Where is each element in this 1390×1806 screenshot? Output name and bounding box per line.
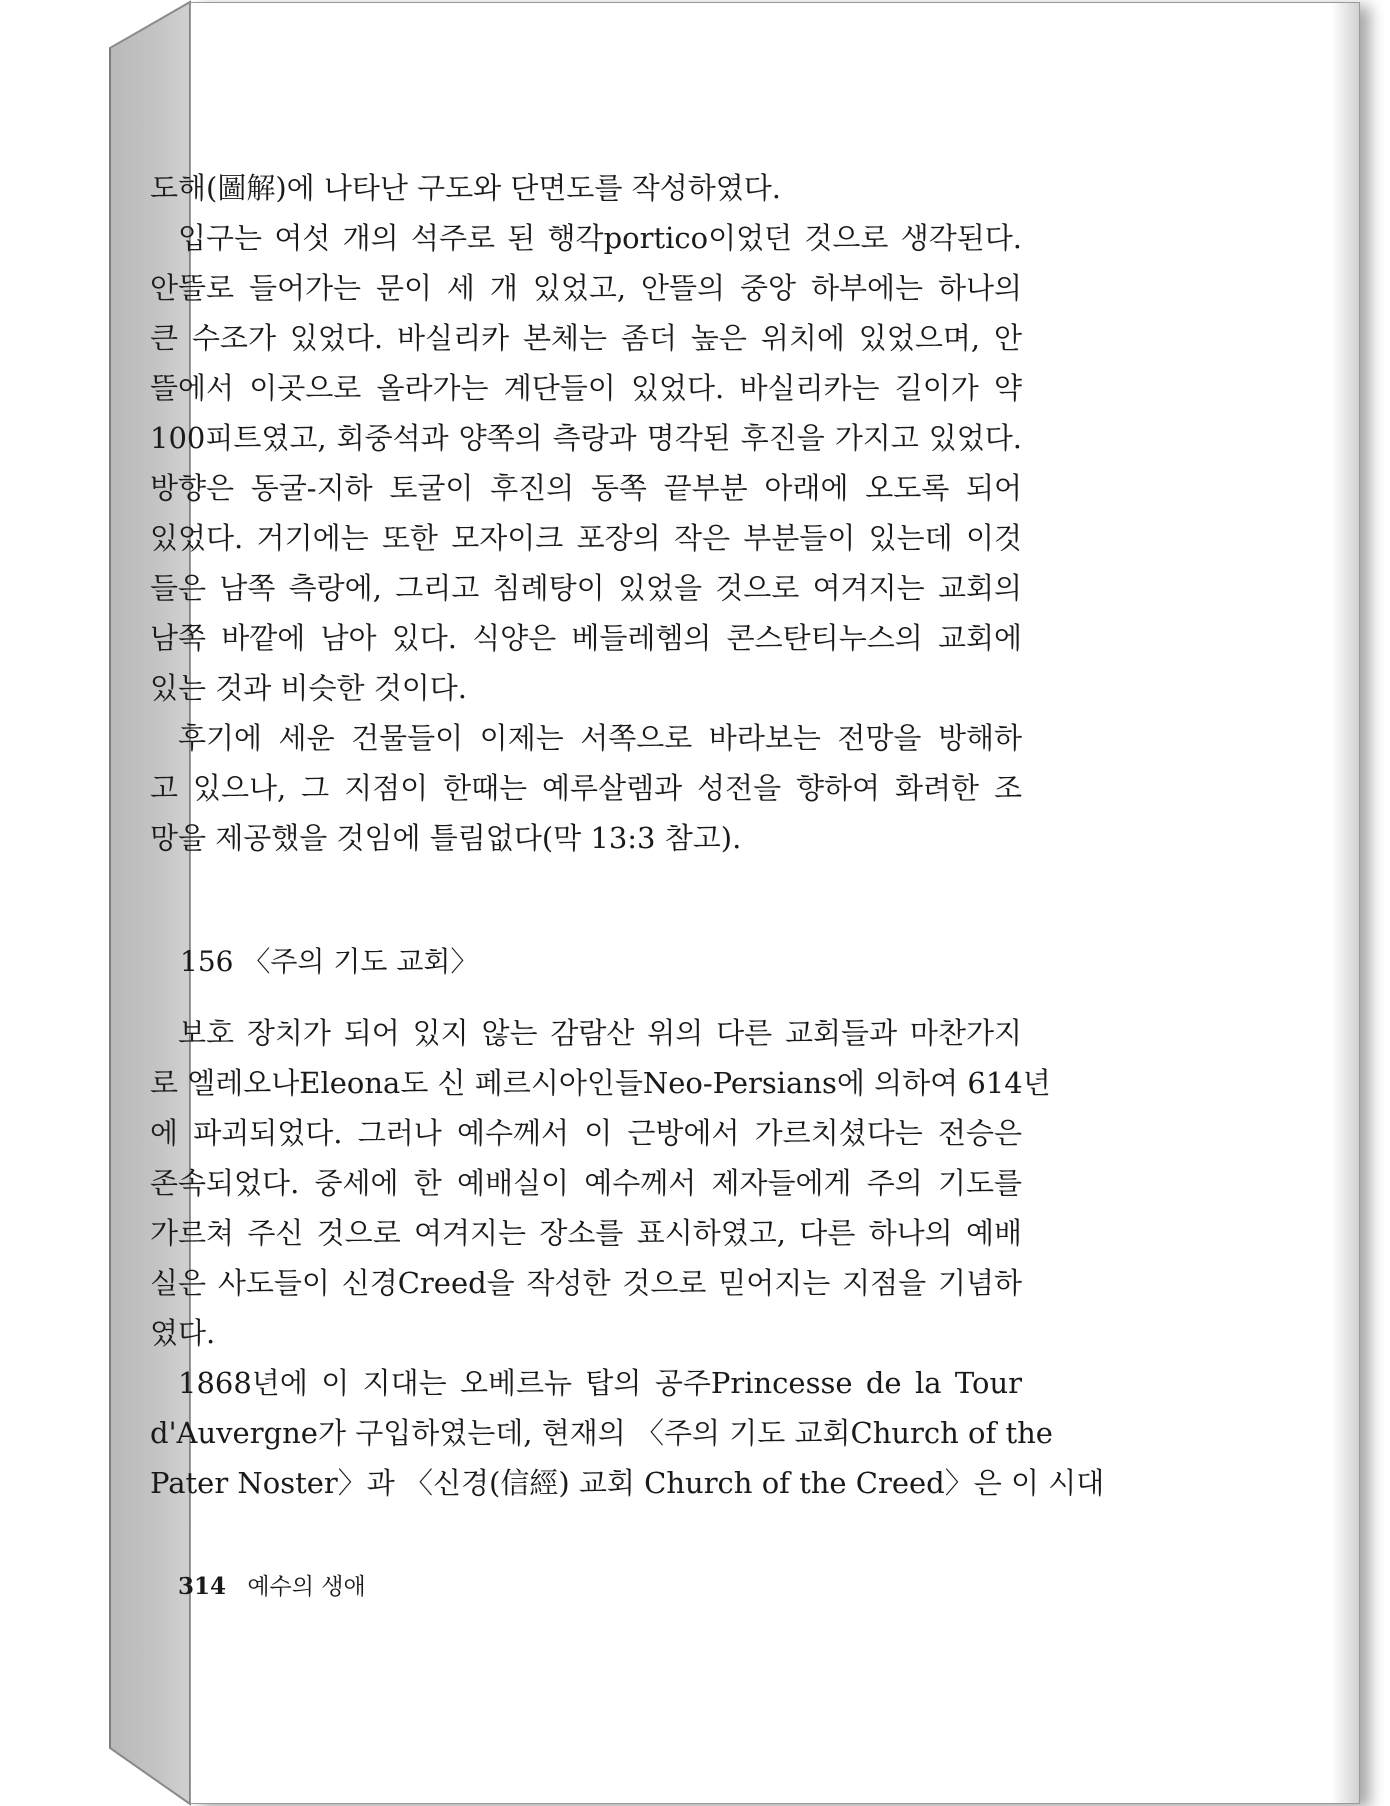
text-line: 망을 제공했을 것임에 틀림없다(막 13:3 참고).	[150, 821, 742, 855]
text-line: 후기에 세운 건물들이 이제는 서쪽으로 바라보는 전망을 방해하	[178, 721, 1022, 755]
text-line: 존속되었다. 중세에 한 예배실이 예수께서 제자들에게 주의 기도를	[150, 1166, 1022, 1200]
text-line: 가르쳐 주신 것으로 여겨지는 장소를 표시하였고, 다른 하나의 예배	[150, 1216, 1022, 1250]
page-footer	[178, 1568, 366, 1601]
paragraph-2	[150, 1008, 1105, 1508]
text-line: 보호 장치가 되어 있지 않는 감람산 위의 다른 교회들과 마찬가지	[178, 1016, 1022, 1050]
text-line: 안뜰로 들어가는 문이 세 개 있었고, 안뜰의 중앙 하부에는 하나의	[150, 271, 1022, 305]
text-line: 도해(圖解)에 나타난 구도와 단면도를 작성하였다.	[150, 171, 781, 205]
text-line: 로 엘레오나Eleona도 신 페르시아인들Neo-Persians에 의하여 614년	[150, 1066, 1051, 1100]
text-line: Pater Noster〉과 〈신경(信經) 교회 Church of the Creed〉은 이 시대	[150, 1466, 1105, 1500]
text-line: 방향은 동굴-지하 토굴이 후진의 동쪽 끝부분 아래에 오도록 되어	[150, 471, 1022, 505]
text-line: d'Auvergne가 구입하였는데, 현재의 〈주의 기도 교회Church of the	[150, 1416, 1053, 1450]
text-line: 큰 수조가 있었다. 바실리카 본체는 좀더 높은 위치에 있었으며, 안	[150, 321, 1022, 355]
page-edge-shadow	[1331, 3, 1359, 1803]
text-line: 100피트였고, 회중석과 양쪽의 측랑과 명각된 후진을 가지고 있었다.	[150, 421, 1022, 455]
text-line: 였다.	[150, 1316, 216, 1350]
text-line: 1868년에 이 지대는 오베르뉴 탑의 공주Princesse de la Tour	[178, 1366, 1022, 1400]
text-line: 입구는 여섯 개의 석주로 된 행각portico이었던 것으로 생각된다.	[178, 221, 1022, 255]
text-line: 실은 사도들이 신경Creed을 작성한 것으로 믿어지는 지점을 기념하	[150, 1266, 1022, 1300]
text-line: 고 있으나, 그 지점이 한때는 예루살렘과 성전을 향하여 화려한 조	[150, 771, 1022, 805]
text-line: 에 파괴되었다. 그러나 예수께서 이 근방에서 가르치셨다는 전승은	[150, 1116, 1022, 1150]
text-line: 뜰에서 이곳으로 올라가는 계단들이 있었다. 바실리카는 길이가 약	[150, 371, 1022, 405]
paragraph-1	[150, 163, 1022, 863]
section-heading: 156 〈주의 기도 교회〉	[180, 945, 479, 978]
text-line: 있는 것과 비슷한 것이다.	[150, 671, 468, 705]
text-line: 있었다. 거기에는 또한 모자이크 포장의 작은 부분들이 있는데 이것	[150, 521, 1022, 555]
text-line: 남쪽 바깥에 남아 있다. 식양은 베들레헴의 콘스탄티누스의 교회에	[150, 621, 1022, 655]
text-line: 들은 남쪽 측랑에, 그리고 침례탕이 있었을 것으로 여겨지는 교회의	[150, 571, 1022, 605]
running-title: 예수의 생애	[247, 1574, 366, 1600]
page-number: 314	[178, 1573, 227, 1600]
